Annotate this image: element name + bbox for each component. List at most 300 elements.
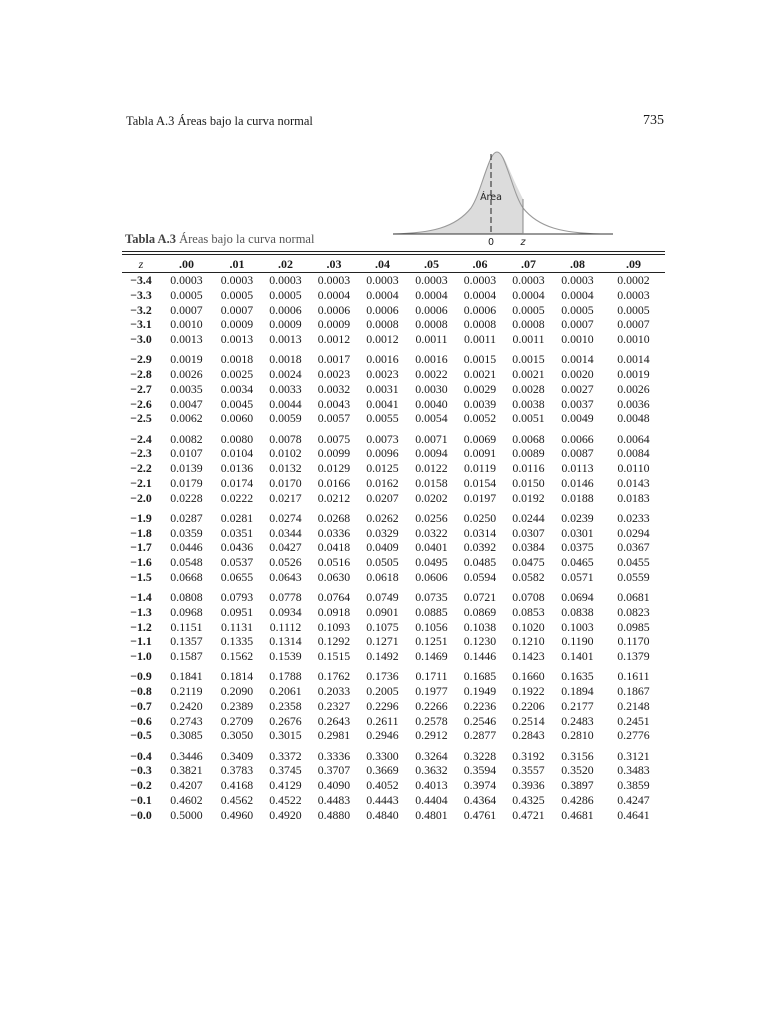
area-value: 0.0281 — [220, 510, 254, 525]
area-value: 0.0166 — [317, 475, 351, 490]
table-row — [122, 397, 665, 412]
area-value: 0.0901 — [366, 604, 399, 619]
area-value: 0.2981 — [317, 728, 351, 743]
area-value: 0.4247 — [617, 792, 650, 807]
area-value: 0.4602 — [170, 792, 203, 807]
area-value: 0.3483 — [617, 763, 650, 778]
area-value: 0.4522 — [269, 792, 302, 807]
area-value: 0.3300 — [366, 748, 399, 763]
area-value: 0.1020 — [512, 619, 545, 634]
area-value: 0.4129 — [269, 778, 302, 792]
area-value: 0.2676 — [269, 713, 302, 728]
area-value: 0.0104 — [220, 446, 254, 461]
area-value: 0.0228 — [170, 490, 203, 505]
area-value: 0.0170 — [269, 475, 302, 490]
area-value: 0.1335 — [220, 634, 254, 649]
area-value: 0.4721 — [512, 807, 545, 822]
area-value: 0.4920 — [269, 807, 302, 822]
area-value: 0.0016 — [366, 352, 399, 367]
running-title: Tabla A.3 Áreas bajo la curva normal — [126, 114, 313, 128]
area-value: 0.0132 — [269, 461, 302, 475]
area-value: 0.0154 — [463, 475, 497, 490]
area-value: 0.0010 — [617, 332, 650, 346]
area-value: 0.0287 — [170, 510, 203, 525]
area-value: 0.4801 — [415, 807, 448, 822]
area-value: 0.2776 — [617, 728, 650, 743]
area-value: 0.4013 — [415, 778, 448, 792]
area-value: 0.0885 — [415, 604, 448, 619]
area-value: 0.1230 — [463, 634, 497, 649]
area-label: Área — [480, 192, 502, 203]
area-value: 0.0314 — [463, 525, 497, 540]
area-value: 0.4761 — [463, 807, 497, 822]
area-value: 0.0017 — [317, 352, 351, 367]
area-value: 0.0032 — [317, 381, 351, 396]
area-value: 0.1423 — [512, 649, 545, 663]
table-row — [122, 590, 665, 605]
z-value: −2.3 — [130, 446, 152, 461]
area-value: 0.0582 — [512, 569, 545, 584]
z-value: −0.8 — [130, 684, 152, 698]
area-value: 0.1587 — [170, 649, 203, 663]
area-value: 0.0606 — [415, 569, 448, 584]
area-value: 0.0143 — [617, 475, 650, 490]
area-value: 0.0735 — [415, 590, 448, 604]
area-value: 0.0749 — [366, 590, 399, 604]
area-value: 0.2206 — [512, 698, 545, 713]
area-value: 0.1788 — [269, 669, 302, 684]
area-value: 0.2005 — [366, 684, 399, 698]
area-value: 0.0808 — [170, 590, 203, 604]
table-row — [122, 382, 665, 397]
area-value: 0.1515 — [317, 649, 351, 663]
area-value: 0.2327 — [317, 698, 351, 713]
area-value: 0.0721 — [463, 590, 497, 604]
area-value: 0.3557 — [512, 763, 545, 778]
area-value: 0.0217 — [269, 490, 302, 505]
area-value: 0.0367 — [617, 540, 650, 555]
area-value: 0.0359 — [170, 525, 203, 540]
area-value: 0.1056 — [415, 619, 448, 634]
area-value: 0.0044 — [269, 396, 302, 411]
area-value: 0.3632 — [415, 763, 448, 778]
area-value: 0.0233 — [617, 510, 650, 525]
z-value: −3.2 — [130, 302, 152, 317]
area-value: 0.0008 — [463, 317, 497, 332]
z-value: −2.8 — [130, 367, 152, 381]
table-row — [122, 763, 665, 778]
area-value: 0.1075 — [366, 619, 399, 634]
area-value: 0.0392 — [463, 540, 497, 555]
area-value: 0.0005 — [269, 287, 302, 302]
area-value: 0.0668 — [170, 569, 203, 584]
area-value: 0.0139 — [170, 461, 203, 475]
table-row — [122, 570, 665, 585]
area-value: 0.1611 — [617, 669, 650, 684]
z-value: −1.4 — [130, 590, 152, 604]
area-value: 0.0202 — [415, 490, 448, 505]
z-value: −0.6 — [130, 713, 152, 728]
area-value: 0.1635 — [561, 669, 594, 684]
area-value: 0.1401 — [561, 649, 594, 663]
area-value: 0.0005 — [170, 287, 203, 302]
area-value: 0.2090 — [220, 684, 254, 698]
table-row — [122, 273, 665, 288]
area-value: 0.0024 — [269, 367, 302, 381]
area-value: 0.0006 — [415, 302, 448, 317]
table-row — [122, 432, 665, 447]
z-value: −3.4 — [130, 273, 152, 287]
table-caption — [125, 232, 314, 247]
area-value: 0.4641 — [617, 807, 650, 822]
area-value: 0.0427 — [269, 540, 302, 555]
area-value: 0.1003 — [561, 619, 594, 634]
caption-label: Tabla A.3 — [125, 232, 176, 246]
area-value: 0.4090 — [317, 778, 351, 792]
area-value: 0.0038 — [512, 396, 545, 411]
area-value: 0.0192 — [512, 490, 545, 505]
area-value: 0.0436 — [220, 540, 254, 555]
area-value: 0.0129 — [317, 461, 351, 475]
area-value: 0.0708 — [512, 590, 545, 604]
area-value: 0.0003 — [617, 287, 650, 302]
area-value: 0.4168 — [220, 778, 254, 792]
area-value: 0.0041 — [366, 396, 399, 411]
area-value: 0.2148 — [617, 698, 650, 713]
area-value: 0.0051 — [512, 411, 545, 426]
table-row — [122, 793, 665, 808]
area-value: 0.0094 — [415, 446, 448, 461]
area-value: 0.0052 — [463, 411, 497, 426]
area-value: 0.0485 — [463, 555, 497, 569]
area-value: 0.2358 — [269, 698, 302, 713]
area-value: 0.0985 — [617, 619, 650, 634]
area-value: 0.0018 — [220, 352, 254, 367]
column-header: .06 — [472, 257, 488, 271]
area-value: 0.0002 — [617, 273, 650, 287]
area-value: 0.0212 — [317, 490, 351, 505]
column-header: .05 — [424, 257, 439, 271]
z-value: −0.5 — [130, 728, 152, 743]
top-rule-2 — [122, 254, 665, 255]
area-value: 0.0014 — [561, 352, 594, 367]
area-value: 0.0004 — [366, 287, 399, 302]
area-value: 0.3015 — [269, 728, 302, 743]
area-value: 0.0643 — [269, 569, 302, 584]
area-value: 0.0011 — [463, 332, 496, 346]
table-row — [122, 620, 665, 635]
area-value: 0.0548 — [170, 555, 203, 569]
area-value: 0.1762 — [317, 669, 351, 684]
area-value: 0.1131 — [220, 619, 253, 634]
area-value: 0.0401 — [415, 540, 448, 555]
area-value: 0.0073 — [366, 431, 399, 446]
area-value: 0.0222 — [220, 490, 254, 505]
area-value: 0.0080 — [220, 431, 254, 446]
area-value: 0.1038 — [463, 619, 497, 634]
area-value: 0.0021 — [463, 367, 497, 381]
area-value: 0.0013 — [170, 332, 203, 346]
area-value: 0.0004 — [463, 287, 497, 302]
area-value: 0.0036 — [617, 396, 650, 411]
area-value: 0.0136 — [220, 461, 254, 475]
area-value: 0.0183 — [617, 490, 650, 505]
area-value: 0.0003 — [415, 273, 448, 287]
area-value: 0.2061 — [269, 684, 302, 698]
area-value: 0.0003 — [561, 273, 594, 287]
z-value: −2.0 — [130, 490, 152, 505]
area-value: 0.0029 — [463, 381, 497, 396]
area-value: 0.0034 — [220, 381, 254, 396]
area-value: 0.1210 — [512, 634, 545, 649]
table-row — [122, 540, 665, 555]
table-row — [122, 491, 665, 506]
area-value: 0.3446 — [170, 748, 203, 763]
area-value: 0.3821 — [170, 763, 203, 778]
area-value: 0.0087 — [561, 446, 594, 461]
area-value: 0.2743 — [170, 713, 203, 728]
area-value: 0.0516 — [317, 555, 351, 569]
area-value: 0.3372 — [269, 748, 302, 763]
area-value: 0.0082 — [170, 431, 203, 446]
area-value: 0.3336 — [317, 748, 351, 763]
area-value: 0.0012 — [366, 332, 399, 346]
column-header: .03 — [326, 257, 342, 271]
area-value: 0.4960 — [220, 807, 254, 822]
area-value: 0.2451 — [617, 713, 650, 728]
area-value: 0.0793 — [220, 590, 254, 604]
table-row — [122, 699, 665, 714]
area-value: 0.0011 — [512, 332, 545, 346]
area-value: 0.1977 — [415, 684, 448, 698]
table-row — [122, 728, 665, 743]
area-value: 0.0089 — [512, 446, 545, 461]
area-value: 0.0008 — [366, 317, 399, 332]
area-value: 0.1685 — [463, 669, 497, 684]
area-value: 0.1357 — [170, 634, 203, 649]
z-value: −3.3 — [130, 287, 152, 302]
z-value: −0.4 — [130, 748, 152, 763]
area-value: 0.2611 — [366, 713, 399, 728]
area-value: 0.3085 — [170, 728, 203, 743]
area-value: 0.4483 — [317, 792, 351, 807]
area-value: 0.4443 — [366, 792, 399, 807]
area-value: 0.1562 — [220, 649, 254, 663]
area-value: 0.1841 — [170, 669, 203, 684]
table-row — [122, 303, 665, 318]
area-value: 0.4562 — [220, 792, 254, 807]
area-value: 0.0006 — [463, 302, 497, 317]
area-value: 0.0099 — [317, 446, 351, 461]
area-value: 0.0495 — [415, 555, 448, 569]
area-value: 0.0012 — [317, 332, 351, 346]
area-value: 0.4840 — [366, 807, 399, 822]
z-value: −2.2 — [130, 461, 152, 475]
area-value: 0.0013 — [269, 332, 302, 346]
area-value: 0.0594 — [463, 569, 497, 584]
top-rule — [122, 251, 665, 252]
area-value: 0.1736 — [366, 669, 399, 684]
area-value: 0.4681 — [561, 807, 594, 822]
area-value: 0.0823 — [617, 604, 650, 619]
z-value: −3.0 — [130, 332, 152, 346]
area-value: 0.3520 — [561, 763, 594, 778]
area-value: 0.0091 — [463, 446, 497, 461]
column-header-z: z — [138, 257, 144, 271]
area-value: 0.0113 — [561, 461, 594, 475]
area-value: 0.0336 — [317, 525, 351, 540]
area-value: 0.0007 — [220, 302, 254, 317]
normal-curve-figure — [391, 150, 665, 250]
area-value: 0.0003 — [170, 273, 203, 287]
area-value: 0.0174 — [220, 475, 254, 490]
area-value: 0.2236 — [463, 698, 497, 713]
area-value: 0.0023 — [317, 367, 351, 381]
table-row — [122, 352, 665, 367]
area-value: 0.0630 — [317, 569, 351, 584]
area-value: 0.0119 — [463, 461, 496, 475]
area-value: 0.0934 — [269, 604, 302, 619]
table-row — [122, 332, 665, 347]
area-value: 0.0071 — [415, 431, 448, 446]
area-value: 0.0197 — [463, 490, 497, 505]
area-value: 0.0057 — [317, 411, 351, 426]
area-value: 0.3745 — [269, 763, 302, 778]
table-row — [122, 511, 665, 526]
area-value: 0.2266 — [415, 698, 448, 713]
area-value: 0.0040 — [415, 396, 448, 411]
area-value: 0.5000 — [170, 807, 203, 822]
area-value: 0.0918 — [317, 604, 351, 619]
area-value: 0.3707 — [317, 763, 351, 778]
area-value: 0.3409 — [220, 748, 254, 763]
table-row — [122, 808, 665, 823]
area-value: 0.3121 — [617, 748, 650, 763]
z-value: −0.2 — [130, 778, 152, 792]
area-value: 0.0047 — [170, 396, 203, 411]
area-value: 0.1170 — [617, 634, 650, 649]
table-row — [122, 476, 665, 491]
area-value: 0.0618 — [366, 569, 399, 584]
area-value: 0.0045 — [220, 396, 254, 411]
area-value: 0.0107 — [170, 446, 203, 461]
area-value: 0.0033 — [269, 381, 302, 396]
area-value: 0.4404 — [415, 792, 448, 807]
area-value: 0.0004 — [561, 287, 594, 302]
column-header: .02 — [278, 257, 293, 271]
area-value: 0.0006 — [269, 302, 302, 317]
area-value: 0.0179 — [170, 475, 203, 490]
z-value: −2.1 — [130, 475, 152, 490]
area-value: 0.0016 — [415, 352, 448, 367]
area-value: 0.0037 — [561, 396, 594, 411]
z-value: −0.3 — [130, 763, 152, 778]
area-value: 0.1314 — [269, 634, 302, 649]
area-value: 0.1112 — [269, 619, 302, 634]
area-value: 0.0021 — [512, 367, 545, 381]
table-row — [122, 555, 665, 570]
area-value: 0.0059 — [269, 411, 302, 426]
z-value: −1.3 — [130, 604, 152, 619]
area-value: 0.0571 — [561, 569, 594, 584]
column-header: .08 — [570, 257, 585, 271]
area-value: 0.0007 — [617, 317, 650, 332]
area-value: 0.0344 — [269, 525, 302, 540]
area-value: 0.0009 — [220, 317, 254, 332]
area-value: 0.0526 — [269, 555, 302, 569]
area-value: 0.0043 — [317, 396, 351, 411]
z-value: −1.1 — [130, 634, 152, 649]
area-value: 0.0013 — [220, 332, 254, 346]
caption-text: Áreas bajo la curva normal — [175, 232, 315, 246]
area-value: 0.4880 — [317, 807, 351, 822]
area-value: 0.0003 — [269, 273, 302, 287]
table-row — [122, 411, 665, 426]
area-value: 0.0004 — [512, 287, 545, 302]
area-value: 0.0019 — [617, 367, 650, 381]
z-value: −0.9 — [130, 669, 152, 684]
z-value: −0.7 — [130, 698, 152, 713]
area-value: 0.0066 — [561, 431, 594, 446]
area-value: 0.1814 — [220, 669, 254, 684]
area-value: 0.0465 — [561, 555, 594, 569]
area-value: 0.2946 — [366, 728, 399, 743]
area-value: 0.0003 — [463, 273, 497, 287]
area-value: 0.1660 — [512, 669, 545, 684]
z-value: −1.0 — [130, 649, 152, 663]
z-value: −2.6 — [130, 396, 152, 411]
area-value: 0.0968 — [170, 604, 203, 619]
area-value: 0.0003 — [317, 273, 351, 287]
area-value: 0.0027 — [561, 381, 594, 396]
area-value: 0.0505 — [366, 555, 399, 569]
area-value: 0.0026 — [170, 367, 203, 381]
area-value: 0.0869 — [463, 604, 497, 619]
area-value: 0.0125 — [366, 461, 399, 475]
area-value: 0.0162 — [366, 475, 399, 490]
area-value: 0.4207 — [170, 778, 203, 792]
area-value: 0.0005 — [561, 302, 594, 317]
area-value: 0.0250 — [463, 510, 497, 525]
area-value: 0.2420 — [170, 698, 203, 713]
area-value: 0.2709 — [220, 713, 254, 728]
area-value: 0.2296 — [366, 698, 399, 713]
area-value: 0.0375 — [561, 540, 594, 555]
shaded-area — [393, 152, 523, 234]
area-value: 0.0559 — [617, 569, 650, 584]
area-value: 0.2643 — [317, 713, 351, 728]
table-row — [122, 634, 665, 649]
area-value: 0.0030 — [415, 381, 448, 396]
column-header: .01 — [229, 257, 245, 271]
area-value: 0.0188 — [561, 490, 594, 505]
area-value: 0.0207 — [366, 490, 399, 505]
area-value: 0.0146 — [561, 475, 594, 490]
area-value: 0.0005 — [617, 302, 650, 317]
area-value: 0.1093 — [317, 619, 351, 634]
area-value: 0.0028 — [512, 381, 545, 396]
area-value: 0.1446 — [463, 649, 497, 663]
area-value: 0.0064 — [617, 431, 650, 446]
column-header: .04 — [375, 257, 390, 271]
area-value: 0.1894 — [561, 684, 594, 698]
page-number: 735 — [643, 113, 664, 128]
area-value: 0.0009 — [317, 317, 351, 332]
area-value: 0.0239 — [561, 510, 594, 525]
z-value: −1.2 — [130, 619, 152, 634]
area-value: 0.1949 — [463, 684, 497, 698]
table-row — [122, 714, 665, 729]
